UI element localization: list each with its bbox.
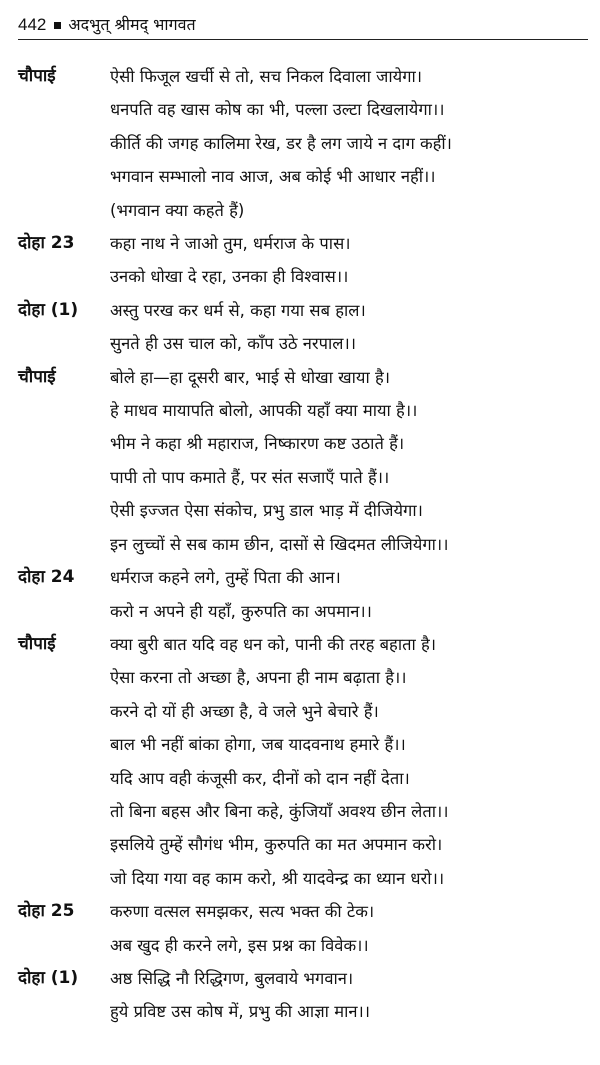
square-bullet-icon bbox=[54, 22, 61, 29]
verse-line: बाल भी नहीं बांका होगा, जब यादवनाथ हमारे हैं।। bbox=[110, 735, 406, 755]
verse-line: कीर्ति की जगह कालिमा रेख, डर है लग जाये न दाग कहीं। bbox=[110, 133, 452, 153]
stanza-lines bbox=[110, 628, 588, 895]
stanza-label: चौपाई bbox=[18, 66, 56, 86]
stanza-label: दोहा 24 bbox=[18, 567, 75, 588]
stanza bbox=[18, 962, 588, 1029]
stanza-label: दोहा 25 bbox=[18, 901, 75, 922]
verse-line: उनको धोखा दे रहा, उनका ही विश्वास।। bbox=[110, 267, 349, 287]
stanza bbox=[18, 227, 588, 294]
verse-line: अस्तु परख कर धर्म से, कहा गया सब हाल। bbox=[110, 300, 366, 320]
verse-line: क्या बुरी बात यदि वह धन को, पानी की तरह बहाता है। bbox=[110, 634, 437, 654]
verse-line: (भगवान क्या कहते हैं) bbox=[110, 200, 245, 220]
stanza-label: चौपाई bbox=[18, 633, 56, 654]
stanza-label: दोहा 23 bbox=[18, 233, 75, 254]
verse-line: यदि आप वही कंजूसी कर, दीनों को दान नहीं देता। bbox=[110, 768, 410, 788]
stanza bbox=[18, 60, 588, 227]
stanza bbox=[18, 361, 588, 561]
stanza bbox=[18, 628, 588, 895]
stanza-lines bbox=[110, 561, 588, 628]
verse-line: धर्मराज कहने लगे, तुम्हें पिता की आन। bbox=[110, 568, 341, 588]
verse-line: पापी तो पाप कमाते हैं, पर संत सजाएँ पाते हैं।। bbox=[110, 467, 390, 487]
verse-line: इन लुच्चों से सब काम छीन, दासों से खिदमत लीजियेगा।। bbox=[110, 534, 449, 554]
verse-line: सुनते ही उस चाल को, काँप उठे नरपाल।। bbox=[110, 334, 356, 354]
verse-line: ऐसा करना तो अच्छा है, अपना ही नाम बढ़ाता है।। bbox=[110, 668, 407, 688]
stanza-lines bbox=[110, 895, 588, 962]
verse-line: भीम ने कहा श्री महाराज, निष्कारण कष्ट उठाते हैं। bbox=[110, 434, 405, 454]
stanza-lines bbox=[110, 294, 588, 361]
stanza bbox=[18, 895, 588, 962]
verse-line: ऐसी फिजूल खर्ची से तो, सच निकल दिवाला जायेगा। bbox=[110, 67, 423, 86]
verse-line: अष्ठ सिद्धि नौ रिद्धिगण, बुलवाये भगवान। bbox=[110, 968, 354, 988]
verse-line: ऐसी इज्जत ऐसा संकोच, प्रभु डाल भाड़ में दीजियेगा। bbox=[110, 501, 423, 521]
verse-line: तो बिना बहस और बिना कहे, कुंजियाँ अवश्य छीन लेता।। bbox=[110, 801, 449, 821]
stanza-label: दोहा (1) bbox=[18, 299, 79, 320]
verse-line: भगवान सम्भालो नाव आज, अब कोई भी आधार नहीं।। bbox=[110, 167, 436, 187]
stanza bbox=[18, 561, 588, 628]
stanza-label: चौपाई bbox=[18, 366, 56, 387]
verse-line: इसलिये तुम्हें सौगंध भीम, कुरुपति का मत अपमान करो। bbox=[110, 835, 443, 855]
verse-line: करुणा वत्सल समझकर, सत्य भक्त की टेक। bbox=[110, 902, 375, 922]
verse-line: धनपति वह खास कोष का भी, पल्ला उल्टा दिखलायेगा।। bbox=[110, 100, 445, 120]
running-header bbox=[18, 0, 588, 40]
verse-line: बोले हा—हा दूसरी बार, भाई से धोखा खाया है। bbox=[110, 367, 390, 387]
stanza-lines bbox=[110, 361, 588, 561]
stanza bbox=[18, 294, 588, 361]
verse-line: हुये प्रविष्ट उस कोष में, प्रभु की आज्ञा मान।। bbox=[110, 1002, 371, 1022]
verse-line: अब खुद ही करने लगे, इस प्रश्न का विवेक।। bbox=[110, 935, 369, 955]
verse-line: कहा नाथ ने जाओ तुम, धर्मराज के पास। bbox=[110, 234, 351, 254]
stanza-lines bbox=[110, 962, 588, 1029]
verse-body bbox=[18, 60, 588, 1029]
verse-line: करो न अपने ही यहाँ, कुरुपति का अपमान।। bbox=[110, 601, 372, 621]
verse-line: जो दिया गया वह काम करो, श्री यादवेन्द्र का ध्यान धरो।। bbox=[110, 868, 445, 888]
page-number: 442 bbox=[18, 15, 47, 34]
stanza-lines bbox=[110, 227, 588, 294]
verse-line: हे माधव मायापति बोलो, आपकी यहाँ क्या माया है।। bbox=[110, 401, 418, 421]
verse-line: करने दो यों ही अच्छा है, वे जले भुने बेचारे हैं। bbox=[110, 701, 379, 721]
book-title: अदभुत् श्रीमद् भागवत bbox=[68, 15, 196, 34]
stanza-lines bbox=[110, 60, 588, 227]
stanza-label: दोहा (1) bbox=[18, 967, 79, 988]
